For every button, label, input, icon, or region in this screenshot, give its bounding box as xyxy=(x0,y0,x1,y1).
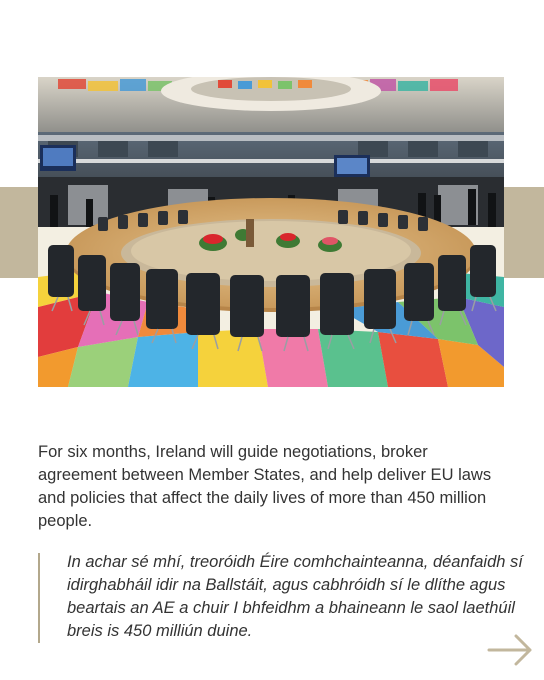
council-room-photo xyxy=(38,77,504,387)
quote-bar xyxy=(38,553,40,643)
arrow-right-icon[interactable] xyxy=(486,633,534,667)
irish-paragraph: In achar sé mhí, treoróidh Éire comhchainteanna, déanfaidh sí idirghabháil idir na Ballstáit, agus cabhróidh sí le dlíthe agus beartais an AE a chuir I bhfeidhm a bhaineann le saol laethúil breis is 450 milliún duine. xyxy=(67,553,523,640)
english-paragraph: For six months, Ireland will guide negotiations, broker agreement between Member States, and help deliver EU laws and policies that affect the daily lives of more than 450 million people. xyxy=(38,443,492,530)
